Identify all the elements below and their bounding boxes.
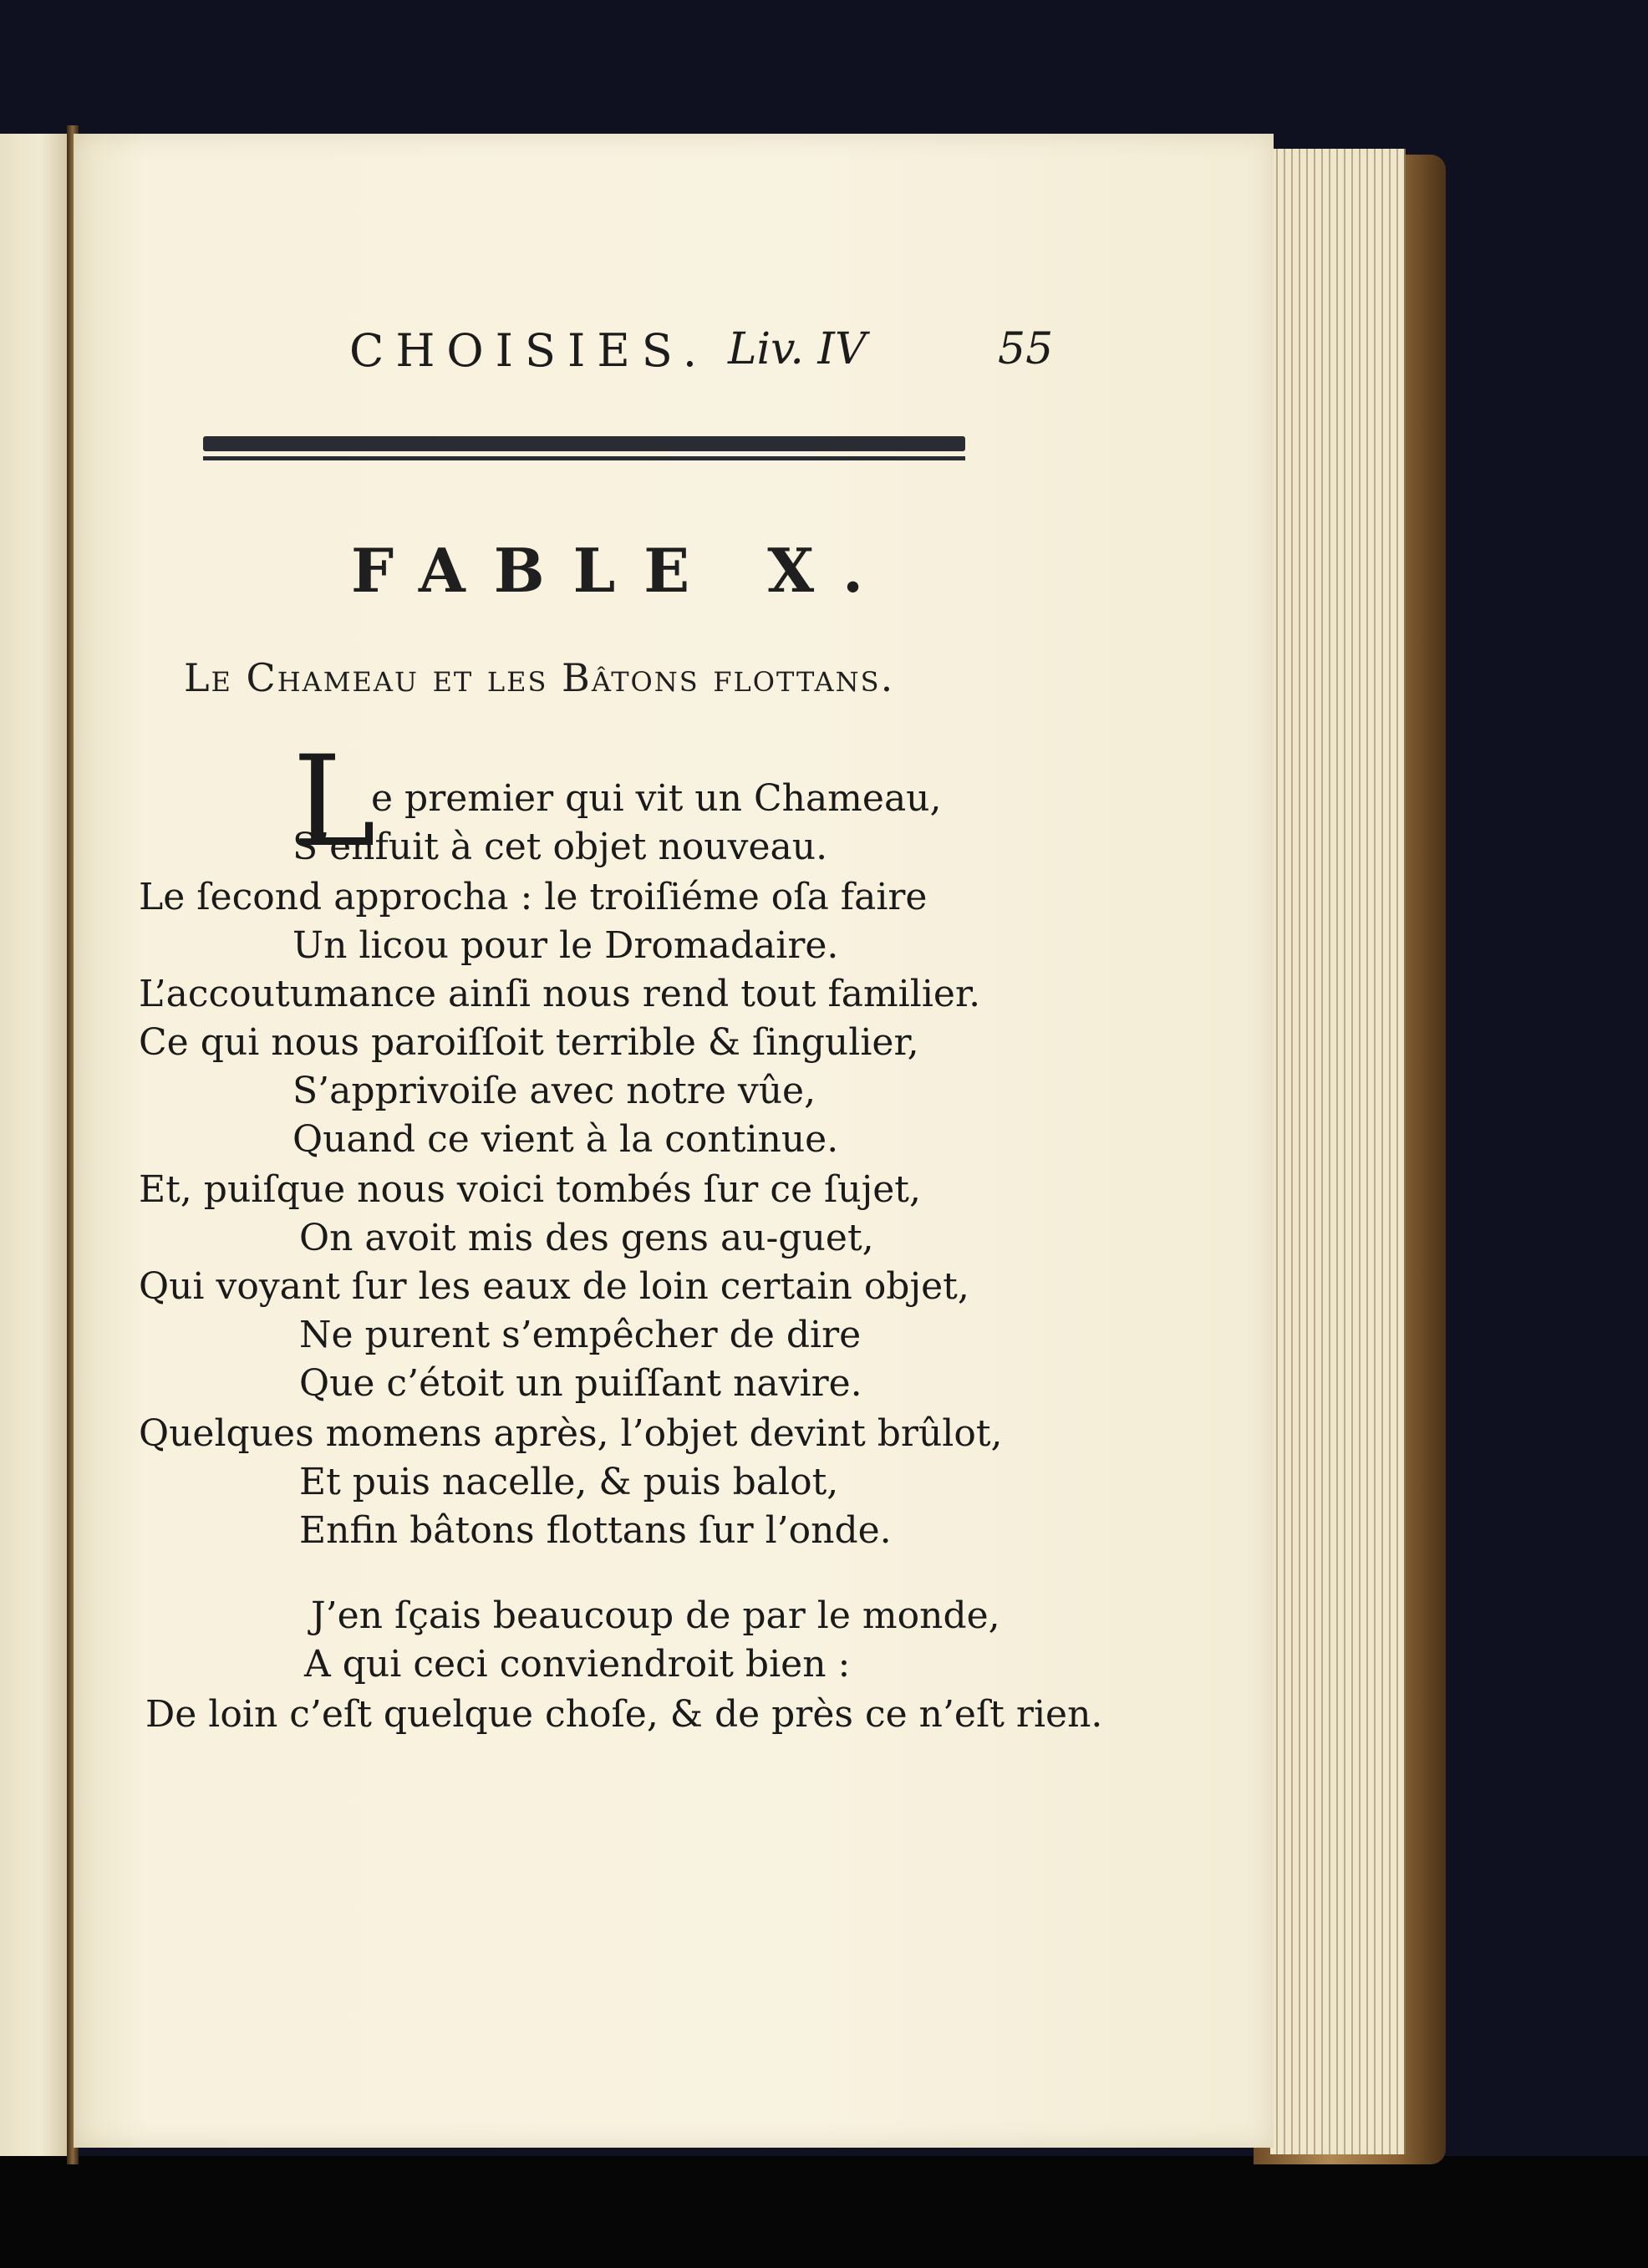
left-page-edge [0,134,75,2156]
poem-line: Et, puiſque nous voici tombés ſur ce ſujet, [139,1168,921,1211]
page-edges [1270,149,1406,2154]
poem-text [74,134,1274,2148]
dark-background [0,2156,1648,2268]
running-head-book: Liv. IV [728,324,867,374]
fable-title: FABLE X. [351,535,893,606]
poem-line: A qui ceci conviendroit bien : [304,1643,851,1686]
poem-line: Ce qui nous paroiſſoit terrible & ſingulier, [139,1021,919,1064]
page-number: 55 [998,324,1054,374]
poem-line: Un licou pour le Dromadaire. [292,924,839,967]
poem-line: Et puis nacelle, & puis balot, [299,1461,839,1503]
poem-line: S’apprivoiſe avec notre vûe, [292,1070,816,1112]
poem-line: Le ſecond approcha : le troiſiéme oſa faire [139,876,928,918]
drop-cap: L [292,730,376,875]
poem-line: Ne purent s’empêcher de dire [299,1314,862,1356]
poem-line: On avoit mis des gens au-guet, [299,1217,874,1259]
poem-line: De loin c’eſt quelque choſe, & de près ce n’eſt rien. [145,1693,1103,1736]
fable-subtitle: Le Chameau et les Bâtons flottans. [184,655,895,700]
poem-line: Que c’étoit un puiſſant navire. [299,1362,862,1405]
poem-line: e premier qui vit un Chameau, [371,777,942,820]
running-head-title: CHOISIES. [349,324,709,377]
poem-line: S’enfuit à cet objet nouveau. [292,826,828,868]
poem-line: J’en ſçais beaucoup de par le monde, [311,1594,1000,1637]
poem-line: Qui voyant ſur les eaux de loin certain objet, [139,1265,969,1308]
poem-line: Quand ce vient à la continue. [292,1118,839,1161]
poem-line: Quelques momens après, l’objet devint brûlot, [139,1412,1003,1455]
poem-line: L’accoutumance ainſi nous rend tout familier. [139,973,981,1015]
book-page [74,134,1274,2148]
poem-line: Enfin bâtons flottans ſur l’onde. [299,1509,892,1552]
